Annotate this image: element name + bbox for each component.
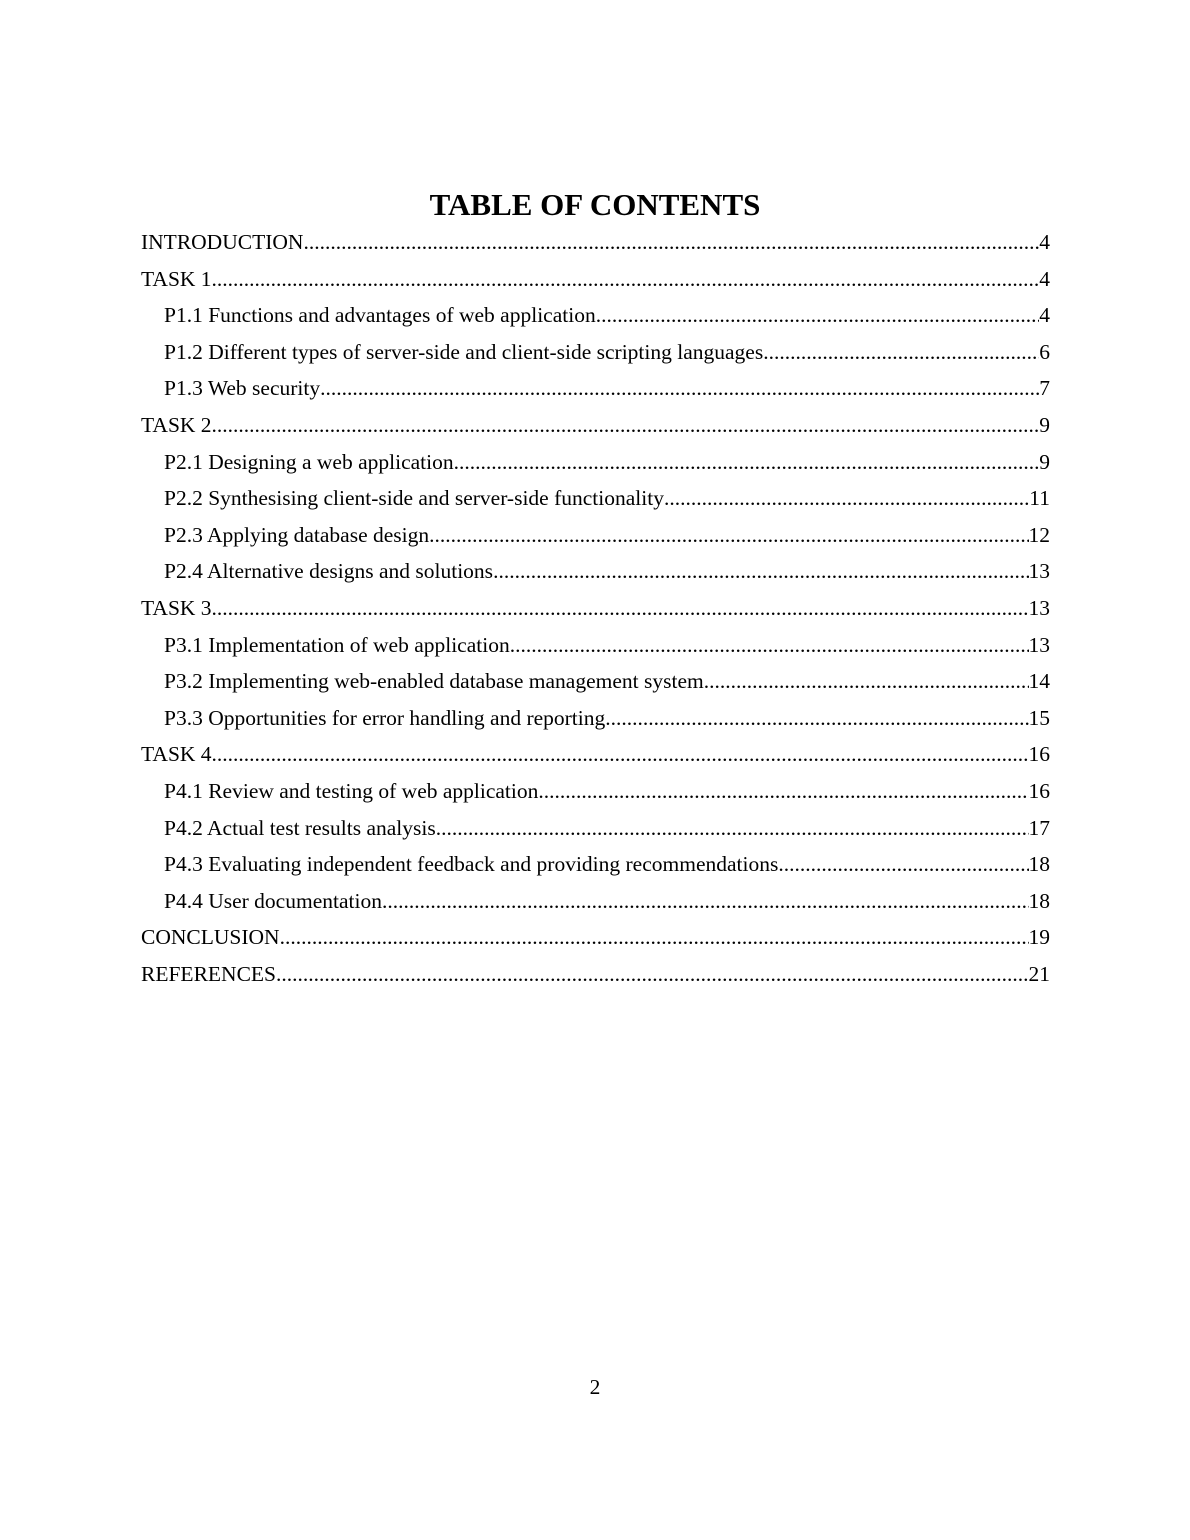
toc-entry[interactable] bbox=[141, 883, 1050, 920]
toc-dot-leader bbox=[303, 224, 1039, 261]
toc-entry-title: TASK 4 bbox=[141, 742, 212, 767]
toc-entry-page-number: 4 bbox=[1039, 230, 1050, 254]
toc-dot-leader bbox=[212, 261, 1040, 298]
toc-entry[interactable] bbox=[141, 553, 1050, 590]
toc-entry-title: REFERENCES bbox=[141, 961, 276, 986]
toc-entry[interactable] bbox=[141, 444, 1050, 481]
toc-entry-title: P1.2 Different types of server-side and client-side scripting languages bbox=[164, 339, 764, 364]
toc-entry-title: P4.2 Actual test results analysis bbox=[164, 815, 436, 840]
toc-entry-page-number: 16 bbox=[1028, 778, 1050, 803]
toc-entry-title: P3.1 Implementation of web application bbox=[164, 632, 510, 657]
toc-entry-title: P3.3 Opportunities for error handling and reporting bbox=[164, 705, 606, 730]
toc-entry[interactable] bbox=[141, 846, 1050, 883]
toc-entry[interactable] bbox=[141, 736, 1050, 773]
toc-entry-title: CONCLUSION bbox=[141, 925, 280, 950]
toc-dot-leader bbox=[510, 627, 1029, 664]
toc-entry-page-number: 17 bbox=[1028, 815, 1050, 840]
toc-entry[interactable] bbox=[141, 627, 1050, 664]
toc-dot-leader bbox=[429, 517, 1028, 554]
toc-entry-page-number: 13 bbox=[1028, 559, 1050, 584]
toc-entry-title: P4.4 User documentation bbox=[164, 888, 382, 913]
toc-entry-page-number: 4 bbox=[1039, 303, 1050, 328]
toc-dot-leader bbox=[596, 297, 1040, 334]
toc-entry-page-number: 13 bbox=[1028, 595, 1050, 620]
toc-entry-page-number: 14 bbox=[1028, 669, 1050, 694]
toc-entry-title: P2.4 Alternative designs and solutions bbox=[164, 559, 494, 584]
toc-entry-title: P1.1 Functions and advantages of web application bbox=[164, 303, 596, 328]
toc-entry-title: P4.1 Review and testing of web application bbox=[164, 778, 539, 803]
toc-entry-page-number: 12 bbox=[1028, 522, 1050, 547]
toc-entry[interactable] bbox=[141, 919, 1050, 956]
toc-entry-title: P2.1 Designing a web application bbox=[164, 449, 454, 474]
toc-entry[interactable] bbox=[141, 370, 1050, 407]
toc-entry-page-number: 18 bbox=[1028, 852, 1050, 877]
toc-entry-title: P2.3 Applying database design bbox=[164, 522, 430, 547]
toc-dot-leader bbox=[454, 444, 1040, 481]
toc-entry-page-number: 6 bbox=[1039, 339, 1050, 364]
toc-dot-leader bbox=[664, 480, 1029, 517]
toc-entry[interactable] bbox=[141, 261, 1050, 298]
toc-entry[interactable] bbox=[141, 590, 1050, 627]
page-title: TABLE OF CONTENTS bbox=[429, 187, 761, 222]
toc-entry-page-number: 7 bbox=[1039, 376, 1050, 401]
toc-entry-title: P1.3 Web security bbox=[164, 376, 321, 401]
toc-dot-leader bbox=[436, 810, 1029, 847]
toc-entry[interactable] bbox=[141, 700, 1050, 737]
toc-dot-leader bbox=[538, 773, 1028, 810]
toc-entry-page-number: 19 bbox=[1028, 925, 1050, 950]
toc-entry-page-number: 21 bbox=[1028, 961, 1050, 986]
toc-entry-page-number: 13 bbox=[1028, 632, 1050, 657]
toc-entry[interactable] bbox=[141, 297, 1050, 334]
toc-entry[interactable] bbox=[141, 334, 1050, 371]
toc-entry[interactable] bbox=[141, 224, 1050, 261]
page-number: 2 bbox=[589, 1375, 601, 1399]
toc-entry-title: TASK 1 bbox=[141, 266, 212, 291]
toc-dot-leader bbox=[212, 407, 1040, 444]
toc-dot-leader bbox=[276, 956, 1029, 993]
toc-dot-leader bbox=[605, 700, 1028, 737]
table-of-contents bbox=[141, 224, 1050, 992]
toc-dot-leader bbox=[704, 663, 1029, 700]
toc-dot-leader bbox=[493, 553, 1028, 590]
toc-entry-page-number: 18 bbox=[1028, 888, 1050, 913]
toc-entry-page-number: 15 bbox=[1028, 705, 1050, 730]
toc-dot-leader bbox=[320, 370, 1039, 407]
toc-entry-page-number: 9 bbox=[1039, 449, 1050, 474]
toc-dot-leader bbox=[778, 846, 1028, 883]
toc-entry-title: TASK 2 bbox=[141, 412, 212, 437]
toc-entry-page-number: 4 bbox=[1039, 266, 1050, 291]
toc-entry[interactable] bbox=[141, 773, 1050, 810]
toc-entry-title: P2.2 Synthesising client-side and server-side functionality bbox=[164, 486, 664, 511]
toc-entry-page-number: 11 bbox=[1029, 486, 1050, 511]
toc-entry[interactable] bbox=[141, 956, 1050, 993]
toc-dot-leader bbox=[212, 590, 1029, 627]
toc-entry-page-number: 16 bbox=[1028, 742, 1050, 767]
toc-dot-leader bbox=[382, 883, 1029, 920]
toc-dot-leader bbox=[280, 919, 1029, 956]
toc-entry-title: P4.3 Evaluating independent feedback and providing recommendations bbox=[164, 852, 779, 877]
toc-dot-leader bbox=[212, 736, 1029, 773]
toc-entry-page-number: 9 bbox=[1039, 412, 1050, 437]
toc-entry-title: INTRODUCTION bbox=[141, 230, 304, 254]
toc-entry[interactable] bbox=[141, 480, 1050, 517]
toc-entry[interactable] bbox=[141, 517, 1050, 554]
toc-dot-leader bbox=[763, 334, 1039, 371]
toc-entry[interactable] bbox=[141, 810, 1050, 847]
toc-entry-title: P3.2 Implementing web-enabled database management system bbox=[164, 669, 704, 694]
toc-entry[interactable] bbox=[141, 663, 1050, 700]
toc-entry-title: TASK 3 bbox=[141, 595, 212, 620]
toc-entry[interactable] bbox=[141, 407, 1050, 444]
